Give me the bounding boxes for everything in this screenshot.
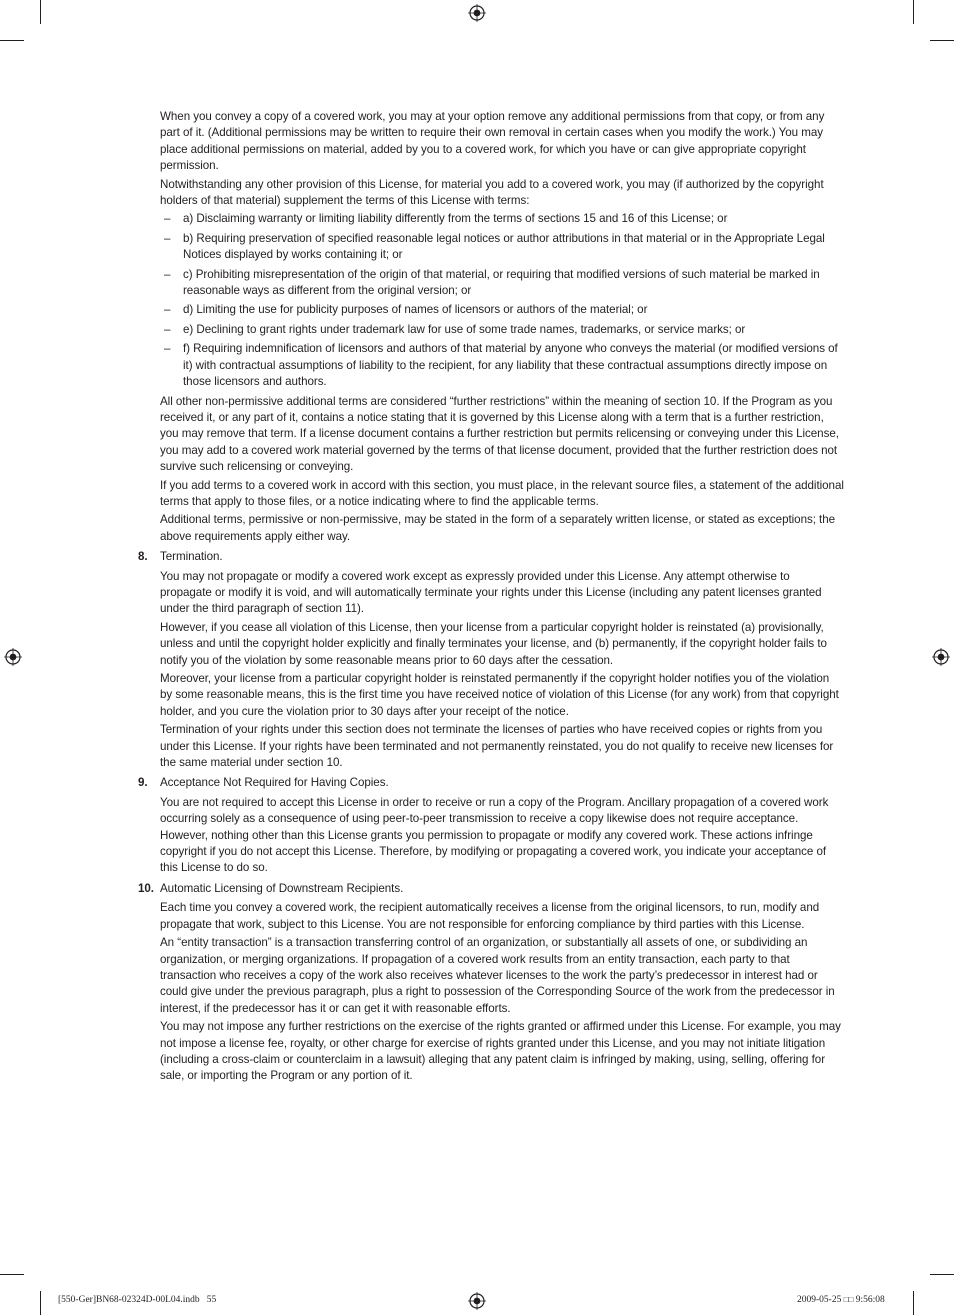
paragraph: You are not required to accept this License in order to receive or run a copy of the Program. Ancillary propagation of a covered work occurring solely as a consequence of using peer-to-peer transmission to receive a copy likewise does not require acceptance. However, nothing other than this License grants you permission to propagate or modify any covered work. These actions infringe copyright if you do not accept this License. Therefore, by modifying or propagating a covered work, you indicate your acceptance of this License to do so. — [160, 795, 829, 875]
section-title: Automatic Licensing of Downstream Recipients. — [160, 881, 404, 895]
registration-mark-icon — [468, 1292, 486, 1310]
list-item-text: e) Declining to grant rights under trademark law for use of some trade names, trademarks, or service marks; or — [183, 322, 746, 336]
paragraph: However, if you cease all violation of this License, then your license from a particular copyright holder is reinstated (a) provisionally, unless and until the copyright holder explicitly and finally terminates your license, and (b) permanently, if the copyright holder fails to notify you of the violation by some reasonable means prior to 60 days after the cessation. — [160, 620, 827, 667]
list-item-text: f) Requiring indemnification of licensors and authors of that material by anyone who conveys the material (or modified versions of it) with contractual assumptions of liability to the recipient, for any liability that these contractual assumptions directly impose on those licensors and authors. — [183, 342, 838, 389]
section-title: Acceptance Not Required for Having Copies. — [160, 776, 389, 790]
section-number: 8. — [138, 550, 148, 564]
footer-timestamp — [797, 1295, 885, 1305]
list-item-text: c) Prohibiting misrepresentation of the origin of that material, or requiring that modified versions of such material be marked in reasonable ways as different from the original version; or — [183, 267, 820, 298]
section-heading-automatic-licensing — [138, 881, 844, 897]
paragraph: You may not impose any further restrictions on the exercise of the rights granted or affirmed under this License. For example, you may not impose a license fee, royalty, or other charge for exercise of rights granted under this License, and you may not initiate litigation (including a cross-claim or counterclaim in a lawsuit) alleging that any patent claim is infringed by making, using, selling, offering for sale, or importing the Program or any portion of it. — [160, 1020, 841, 1083]
crop-mark-bottom-left-vertical — [40, 1291, 41, 1315]
bullet-dash: – — [164, 303, 171, 317]
list-item — [164, 302, 844, 318]
crop-mark-bottom-right-vertical — [913, 1291, 914, 1315]
bullet-dash: – — [164, 322, 171, 336]
paragraph: Termination of your rights under this section does not terminate the licenses of parties who have received copies or rights from you under this License. If your rights have been terminated and not permanently reinstated, you do not qualify to receive new licenses for the same material under section 10. — [160, 723, 834, 770]
bullet-dash: – — [164, 342, 171, 356]
paragraph: An “entity transaction” is a transaction transferring control of an organization, or substantially all assets of one, or subdividing an organization, or merging organizations. If propagation of a covered work results from an entity transaction, each party to that transaction who receives a copy of the work also receives whatever licenses to the work the party’s predecessor in interest had or could give under the previous paragraph, plus a right to possession of the Corresponding Source of the work from the predecessor in interest, if the predecessor has it or can get it with reasonable efforts. — [160, 936, 835, 1015]
list-item-text: b) Requiring preservation of specified reasonable legal notices or author attributions in that material or in the Appropriate Legal Notices displayed by works containing it; or — [183, 231, 825, 262]
section-heading-termination — [138, 549, 844, 565]
paragraph: Additional terms, permissive or non-permissive, may be stated in the form of a separately written license, or stated as exceptions; the above requirements apply either way. — [160, 513, 836, 543]
list-item — [164, 341, 844, 390]
crop-mark-bottom-right-horizontal — [930, 1274, 954, 1275]
paragraph: All other non-permissive additional terms are considered “further restrictions” within the meaning of section 10. If the Program as you received it, or any part of it, contains a notice stating that it is governed by this License along with a term that is a further restriction, you may remove that term. If a license document contains a further restriction but permits relicensing or conveying under this License, you may add to a covered work material governed by the terms of that license document, provided that the further restriction does not survive such relicensing or conveying. — [160, 394, 839, 474]
section-number: 10. — [138, 881, 154, 895]
footer-garbled-chars: □□ — [843, 1295, 854, 1304]
crop-mark-top-right-horizontal — [930, 40, 954, 41]
section-title: Termination. — [160, 550, 223, 564]
crop-mark-top-right-vertical — [913, 0, 914, 24]
crop-mark-top-left-vertical — [40, 0, 41, 24]
list-item-text: d) Limiting the use for publicity purposes of names of licensors or authors of the material; or — [183, 303, 648, 317]
registration-mark-icon — [932, 648, 950, 666]
list-item — [164, 231, 844, 264]
section-number: 9. — [138, 776, 148, 790]
paragraph: Notwithstanding any other provision of this License, for material you add to a covered work, you may (if authorized by the copyright holders of that material) supplement the terms of this License with terms: — [160, 177, 824, 208]
paragraph: If you add terms to a covered work in accord with this section, you must place, in the relevant source files, a statement of the additional terms that apply to those files, or a notice indicating where to find the applicable terms. — [160, 478, 844, 508]
footer-time: 9:56:08 — [855, 1295, 885, 1305]
registration-mark-icon — [4, 648, 22, 666]
bullet-dash: – — [164, 231, 171, 245]
bullet-dash: – — [164, 267, 171, 281]
list-item-text: a) Disclaiming warranty or limiting liability differently from the terms of sections 15 and 16 of this License; or — [183, 212, 728, 226]
crop-mark-top-left-horizontal — [0, 40, 24, 41]
footer-file-info: [550-Ger]BN68-02324D-00L04.indb 55 — [58, 1295, 217, 1305]
license-text-body — [138, 109, 844, 1087]
footer-date: 2009-05-25 — [797, 1295, 842, 1305]
paragraph: When you convey a copy of a covered work, you may at your option remove any additional permissions from that copy, or from any part of it. (Additional permissions may be written to require their own removal in certain cases when you modify the work.) You may place additional permissions on material, added by you to a covered work, for which you have or can give appropriate copyright permission. — [160, 110, 825, 173]
list-item — [164, 267, 844, 300]
paragraph: Each time you convey a covered work, the recipient automatically receives a license from the original licensors, to run, modify and propagate that work, subject to this License. You are not responsible for enforcing compliance by third parties with this License. — [160, 901, 820, 931]
paragraph: You may not propagate or modify a covered work except as expressly provided under this License. Any attempt otherwise to propagate or modify it is void, and will automatically terminate your rights under this License (including any patent licenses granted under the third paragraph of section 11). — [160, 569, 822, 616]
registration-mark-icon — [468, 4, 486, 22]
list-item — [164, 322, 844, 338]
paragraph: Moreover, your license from a particular copyright holder is reinstated permanently if the copyright holder notifies you of the violation by some reasonable means, this is the first time you have received notice of violation of this License (for any work) from that copyright holder, and you cure the violation prior to 30 days after your receipt of the notice. — [160, 672, 839, 718]
section-heading-acceptance — [138, 775, 844, 791]
crop-mark-bottom-left-horizontal — [0, 1274, 24, 1275]
list-item — [164, 211, 844, 227]
bullet-dash: – — [164, 212, 171, 226]
